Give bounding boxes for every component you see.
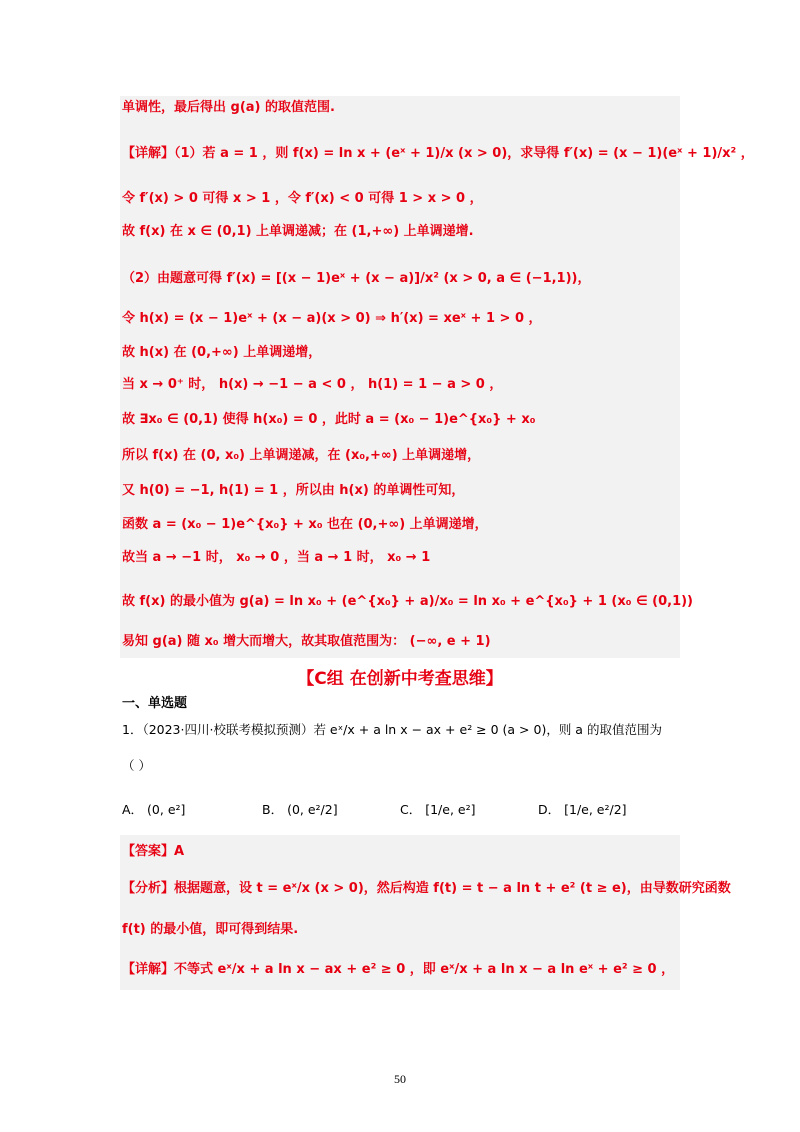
option-label: C． [400, 802, 422, 817]
solution-line: 故 h(x) 在 (0,+∞) 上单调递增， [122, 345, 322, 360]
option-c [400, 800, 475, 818]
analysis-line: f(t) 的最小值，即可得到结果. [122, 922, 299, 937]
solution-line: 故当 a → −1 时， x₀ → 0 ，当 a → 1 时， x₀ → 1 [122, 550, 431, 565]
section-title: 【C组 在创新中考查思维】 [297, 669, 503, 689]
option-value: [1/e, e²] [425, 802, 476, 817]
option-value: (0, e²/2] [287, 802, 338, 817]
subsection-heading: 一、单选题 [122, 696, 188, 711]
solution-line: 故 f(x) 在 x ∈ (0,1) 上单调递减；在 (1,+∞) 上单调递增. [122, 224, 474, 239]
option-label: A． [122, 802, 144, 817]
option-a [122, 800, 185, 818]
analysis-line: 【分析】根据题意，设 t = eˣ/x (x > 0)，然后构造 f(t) = t − a ln t + e² (t ≥ e)，由导数研究函数 [122, 881, 731, 896]
solution-line: 令 f′(x) > 0 可得 x > 1 ，令 f′(x) < 0 可得 1 > x > 0 ， [122, 191, 483, 206]
detail-line: 【详解】不等式 eˣ/x + a ln x − ax + e² ≥ 0 ，即 eˣ/x + a ln x − a ln eˣ + e² ≥ 0 ， [122, 962, 675, 977]
option-value: (0, e²] [147, 802, 186, 817]
page-number: 50 [394, 1072, 406, 1086]
option-value: [1/e, e²/2] [564, 802, 627, 817]
solution-line: 故 f(x) 的最小值为 g(a) = ln x₀ + (e^{x₀} + a)/x₀ = ln x₀ + e^{x₀} + 1 (x₀ ∈ (0,1)) [122, 594, 693, 609]
solution-line: 又 h(0) = −1, h(1) = 1 ，所以由 h(x) 的单调性可知， [122, 483, 465, 498]
solution-line: 所以 f(x) 在 (0, x₀) 上单调递减，在 (x₀,+∞) 上单调递增， [122, 448, 481, 463]
solution-line: 函数 a = (x₀ − 1)e^{x₀} + x₀ 也在 (0,+∞) 上单调递增， [122, 517, 488, 532]
question-paren: （ ） [122, 758, 151, 773]
solution-line: 故 ∃x₀ ∈ (0,1) 使得 h(x₀) = 0 ，此时 a = (x₀ − 1)e^{x₀} + x₀ [122, 412, 536, 427]
solution-line: 令 h(x) = (x − 1)eˣ + (x − a)(x > 0) ⇒ h′(x) = xeˣ + 1 > 0 ， [122, 311, 542, 326]
option-b [262, 800, 338, 818]
solution-line: 单调性，最后得出 g(a) 的取值范围. [122, 100, 335, 115]
solution-line: 易知 g(a) 随 x₀ 增大而增大，故其取值范围为： (−∞, e + 1) [122, 634, 491, 649]
option-label: D． [538, 802, 561, 817]
question-stem: 1．（2023·四川·校联考模拟预测）若 eˣ/x + a ln x − ax + e² ≥ 0 (a > 0)，则 a 的取值范围为 [122, 722, 662, 737]
option-label: B． [262, 802, 284, 817]
solution-line: 【详解】（1）若 a = 1 ，则 f(x) = ln x + (eˣ + 1)/x (x > 0)，求导得 f′(x) = (x − 1)(eˣ + 1)/x² ， [122, 146, 754, 161]
solution-line: 当 x → 0⁺ 时， h(x) → −1 − a < 0 ， h(1) = 1 − a > 0 ， [122, 377, 503, 392]
option-d [538, 800, 627, 818]
solution-line: （2）由题意可得 f′(x) = [(x − 1)eˣ + (x − a)]/x² (x > 0, a ∈ (−1,1))， [122, 271, 591, 286]
answer-line: 【答案】A [122, 844, 185, 859]
